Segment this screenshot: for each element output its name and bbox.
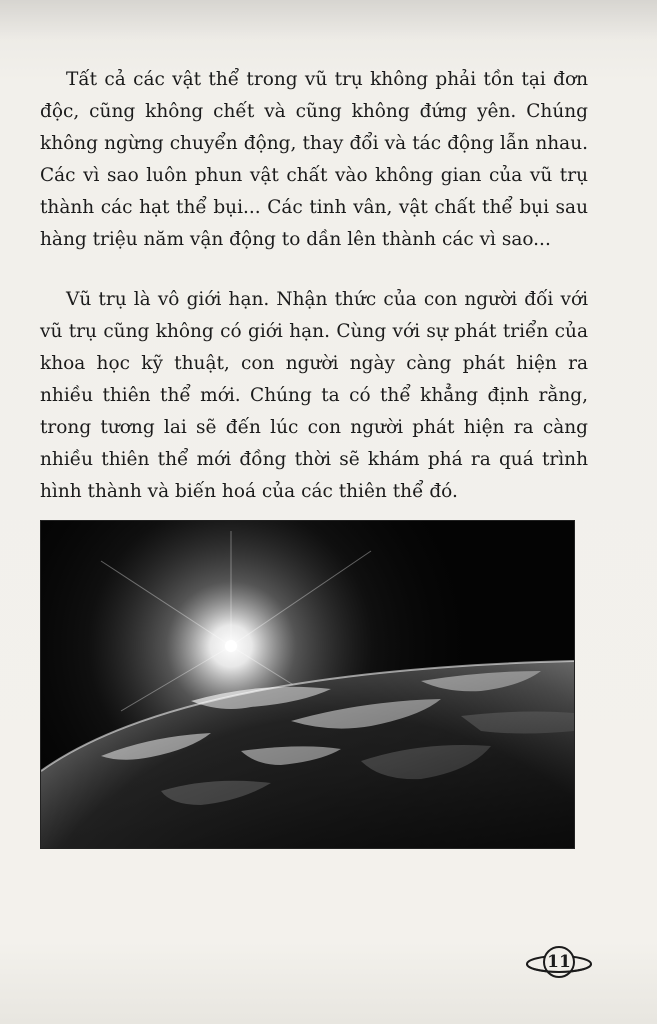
paragraph-2: Vũ trụ là vô giới hạn. Nhận thức của con người đối với vũ trụ cũng không có giới hạn. Cùng với sự phát triển của khoa học kỹ thuật, con người ngày càng phát hiện ra nhiều thiên thể mới. Chúng ta có thể khẳng định rằng, trong tương lai sẽ đến lúc con người phát hiện ra càng nhiều thiên thể mới đồng thời sẽ khám phá ra quá trình hình thành và biến hoá của các thiên thể đó. (40, 289, 588, 502)
page-number: 11 (547, 952, 571, 972)
earth-sunrise-illustration (41, 521, 574, 848)
paragraph-1: Tất cả các vật thể trong vũ trụ không phải tồn tại đơn độc, cũng không chết và cũng không đứng yên. Chúng không ngừng chuyển động, thay đổi và tác động lẫn nhau. Các vì sao luôn phun vật chất vào không gian của vũ trụ thành các hạt thể bụi... Các tinh vân, vật chất thể bụi sau hàng triệu năm vận động to dần lên thành các vì sao... (40, 69, 588, 250)
page-top-shadow (0, 0, 657, 40)
earth-sunrise-photo (40, 520, 575, 849)
page-number-badge (524, 942, 594, 982)
